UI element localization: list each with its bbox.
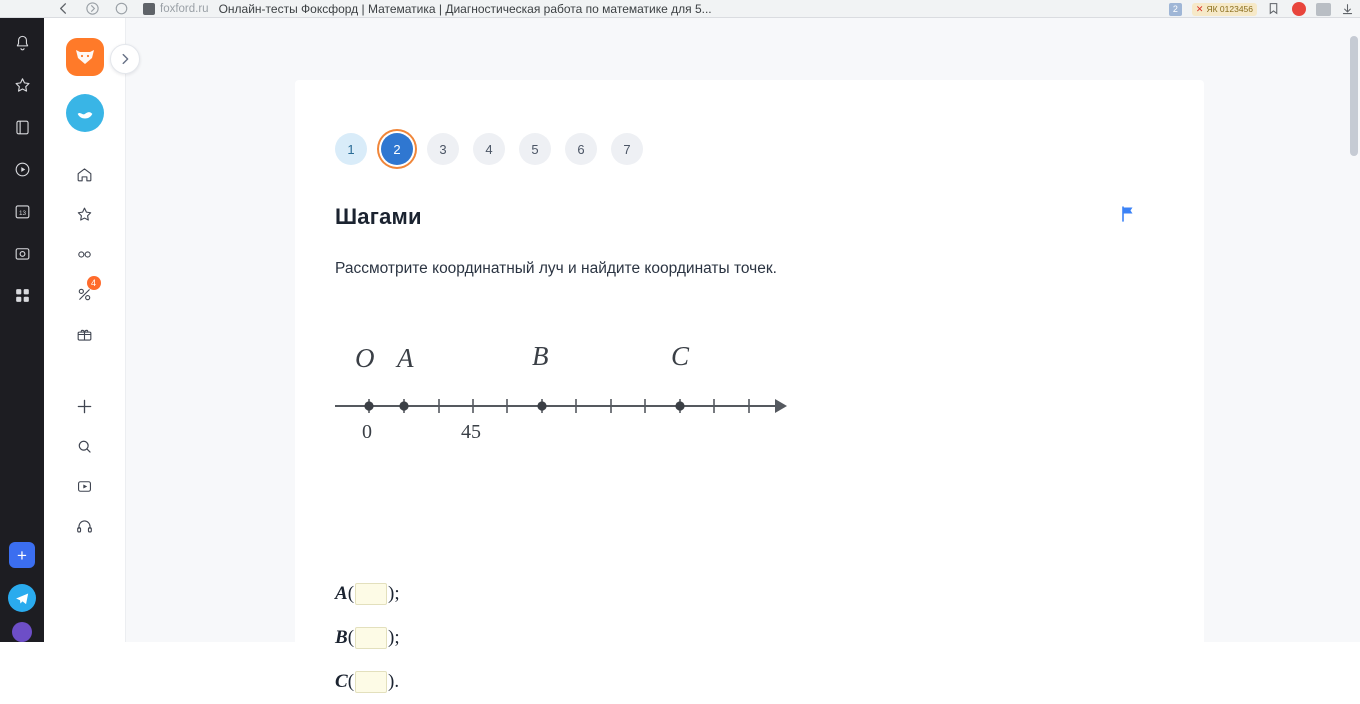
figure-tick-label-45: 45	[461, 421, 481, 443]
site-favicon	[143, 3, 155, 15]
answer-close-paren-B: );	[388, 627, 400, 648]
os-add-button[interactable]: +	[9, 542, 35, 568]
extension-pill-label: ЯК 0123456	[1206, 4, 1253, 14]
figure-label-B: B	[532, 341, 549, 371]
question-text: Рассмотрите координатный луч и найдите координаты точек.	[335, 260, 777, 277]
number-line-figure	[335, 325, 805, 465]
sidebar-item-add[interactable]	[65, 386, 105, 426]
pager-item-5[interactable]: 5	[519, 133, 551, 165]
tab-title[interactable]: Онлайн-тесты Фоксфорд | Математика | Диагностическая работа по математике для 5...	[218, 1, 712, 16]
sidebar-item-favorites[interactable]	[65, 194, 105, 234]
star-icon[interactable]	[5, 68, 39, 102]
sidebar-item-progress[interactable]	[65, 274, 105, 314]
calendar-13-icon[interactable]	[5, 194, 39, 228]
download-icon[interactable]	[1341, 3, 1354, 16]
progress-badge: 4	[87, 276, 101, 290]
sidebar-item-video[interactable]	[65, 466, 105, 506]
extension-pill[interactable]	[1192, 3, 1257, 16]
os-app-rail	[0, 18, 44, 642]
telegram-icon[interactable]	[8, 584, 36, 612]
pager-item-1[interactable]: 1	[335, 133, 367, 165]
fox-logo-icon[interactable]	[66, 38, 104, 76]
page-title: Шагами	[335, 204, 422, 229]
back-arrow-icon[interactable]	[56, 1, 71, 16]
answer-close-paren-A: );	[388, 583, 400, 604]
browser-extensions	[1169, 0, 1354, 18]
figure-label-A: A	[397, 343, 414, 373]
answer-letter-A: A	[335, 583, 348, 604]
screenshot-icon[interactable]	[5, 236, 39, 270]
reload-icon[interactable]	[114, 1, 129, 16]
extension-grey-icon[interactable]	[1316, 3, 1331, 16]
answer-letter-B: B	[335, 627, 348, 648]
bell-icon[interactable]	[5, 26, 39, 60]
page-scrollbar-thumb[interactable]	[1350, 36, 1358, 156]
answer-row-A	[335, 572, 400, 616]
sidebar-collapse-button[interactable]	[110, 44, 140, 74]
sidebar-item-gifts[interactable]	[65, 314, 105, 354]
site-sidebar	[44, 18, 126, 642]
question-pager	[335, 133, 643, 165]
address-bar-url: foxford.ru	[160, 2, 209, 15]
content-area	[126, 18, 1360, 692]
purple-dot-icon[interactable]	[12, 622, 32, 642]
answer-close-paren-C: ).	[388, 671, 400, 692]
answer-letter-C: C	[335, 671, 348, 692]
forward-arrow-icon[interactable]	[85, 1, 100, 16]
extension-red-icon[interactable]	[1292, 2, 1306, 16]
pager-item-2[interactable]: 2	[381, 133, 413, 165]
figure-label-O: O	[355, 343, 375, 373]
figure-label-C: C	[671, 341, 690, 371]
notification-badge[interactable]: 2	[1169, 3, 1182, 16]
books-icon[interactable]	[5, 110, 39, 144]
pager-item-6[interactable]: 6	[565, 133, 597, 165]
answer-input-A[interactable]	[355, 583, 387, 605]
answers-list	[335, 572, 400, 704]
answer-row-C	[335, 660, 400, 704]
figure-tick-label-0: 0	[362, 421, 372, 443]
answer-open-paren-A: (	[347, 583, 355, 604]
sidebar-item-home[interactable]	[65, 154, 105, 194]
pager-item-3[interactable]: 3	[427, 133, 459, 165]
flag-icon[interactable]	[1118, 204, 1138, 224]
pager-item-4[interactable]: 4	[473, 133, 505, 165]
svg-text:13: 13	[18, 209, 26, 217]
chevron-right-icon	[118, 52, 132, 66]
sidebar-item-courses[interactable]	[65, 234, 105, 274]
answer-input-B[interactable]	[355, 627, 387, 649]
avatar[interactable]	[66, 94, 104, 132]
warning-dot-icon: ✕	[1195, 3, 1204, 14]
page-scrollbar[interactable]	[1348, 18, 1360, 642]
sidebar-item-search[interactable]	[65, 426, 105, 466]
task-card	[295, 80, 1204, 692]
address-bar[interactable]	[143, 3, 209, 15]
browser-toolbar	[0, 0, 1360, 18]
answer-input-C[interactable]	[355, 671, 387, 693]
bookmark-icon[interactable]	[1267, 2, 1282, 17]
browser-nav-controls	[0, 1, 129, 16]
answer-open-paren-C: (	[347, 671, 355, 692]
sidebar-item-support[interactable]	[65, 506, 105, 546]
play-circle-icon[interactable]	[5, 152, 39, 186]
answer-open-paren-B: (	[347, 627, 355, 648]
answer-row-B	[335, 616, 400, 660]
pager-item-7[interactable]: 7	[611, 133, 643, 165]
apps-grid-icon[interactable]	[5, 278, 39, 312]
